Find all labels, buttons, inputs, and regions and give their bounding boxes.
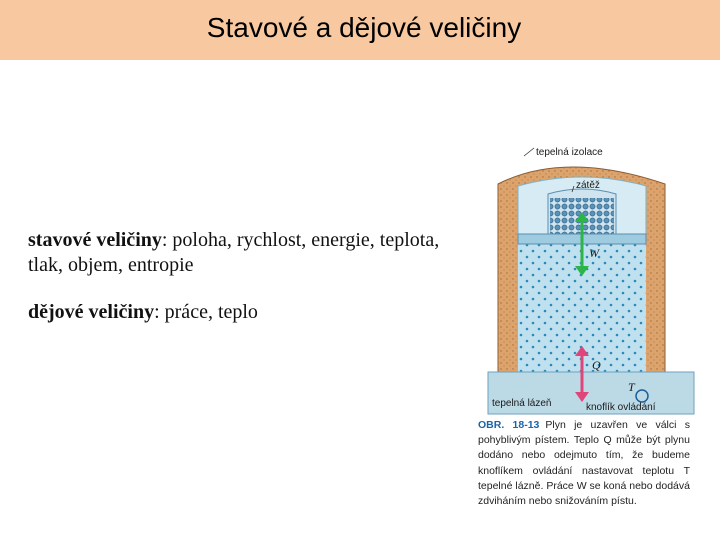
bullet-list (28, 228, 468, 347)
bullet-term: dějové veličiny (28, 301, 155, 323)
label-insulation: tepelná izolace (536, 147, 603, 158)
label-temperature: T (628, 380, 635, 394)
caption-text: Plyn je uzavřen ve válci s pohyblivým pístem. Teplo Q může být plynu dodáno nebo odejmuto tím, že budeme knoflíkem ovládání nastavovat teplotu T tepelné lázně. Práce W se koná nebo dodává zdviháním nebo snižováním pístu. (478, 419, 690, 508)
label-control-knob: knoflík ovládání (586, 402, 656, 413)
bullet-text: : práce, teplo (154, 301, 258, 323)
caption-number: OBR. 18-13 (478, 419, 540, 431)
figure-caption (478, 418, 690, 509)
cylinder-illustration (470, 140, 720, 420)
label-heat: Q (592, 358, 601, 372)
cylinder-figure (470, 140, 720, 540)
bullet-term: stavové veličiny (28, 229, 162, 251)
label-work: W (589, 246, 599, 260)
title-bar (0, 0, 720, 60)
label-load: zátěž (576, 180, 600, 191)
bullet-process-quantities (28, 300, 468, 325)
bullet-state-quantities (28, 228, 468, 278)
label-heat-bath: tepelná lázeň (492, 398, 552, 409)
slide-title: Stavové a dějové veličiny (206, 12, 522, 43)
bullet-text: : poloha, rychlost, energie, teplota, tlak, objem, entropie (28, 229, 440, 276)
